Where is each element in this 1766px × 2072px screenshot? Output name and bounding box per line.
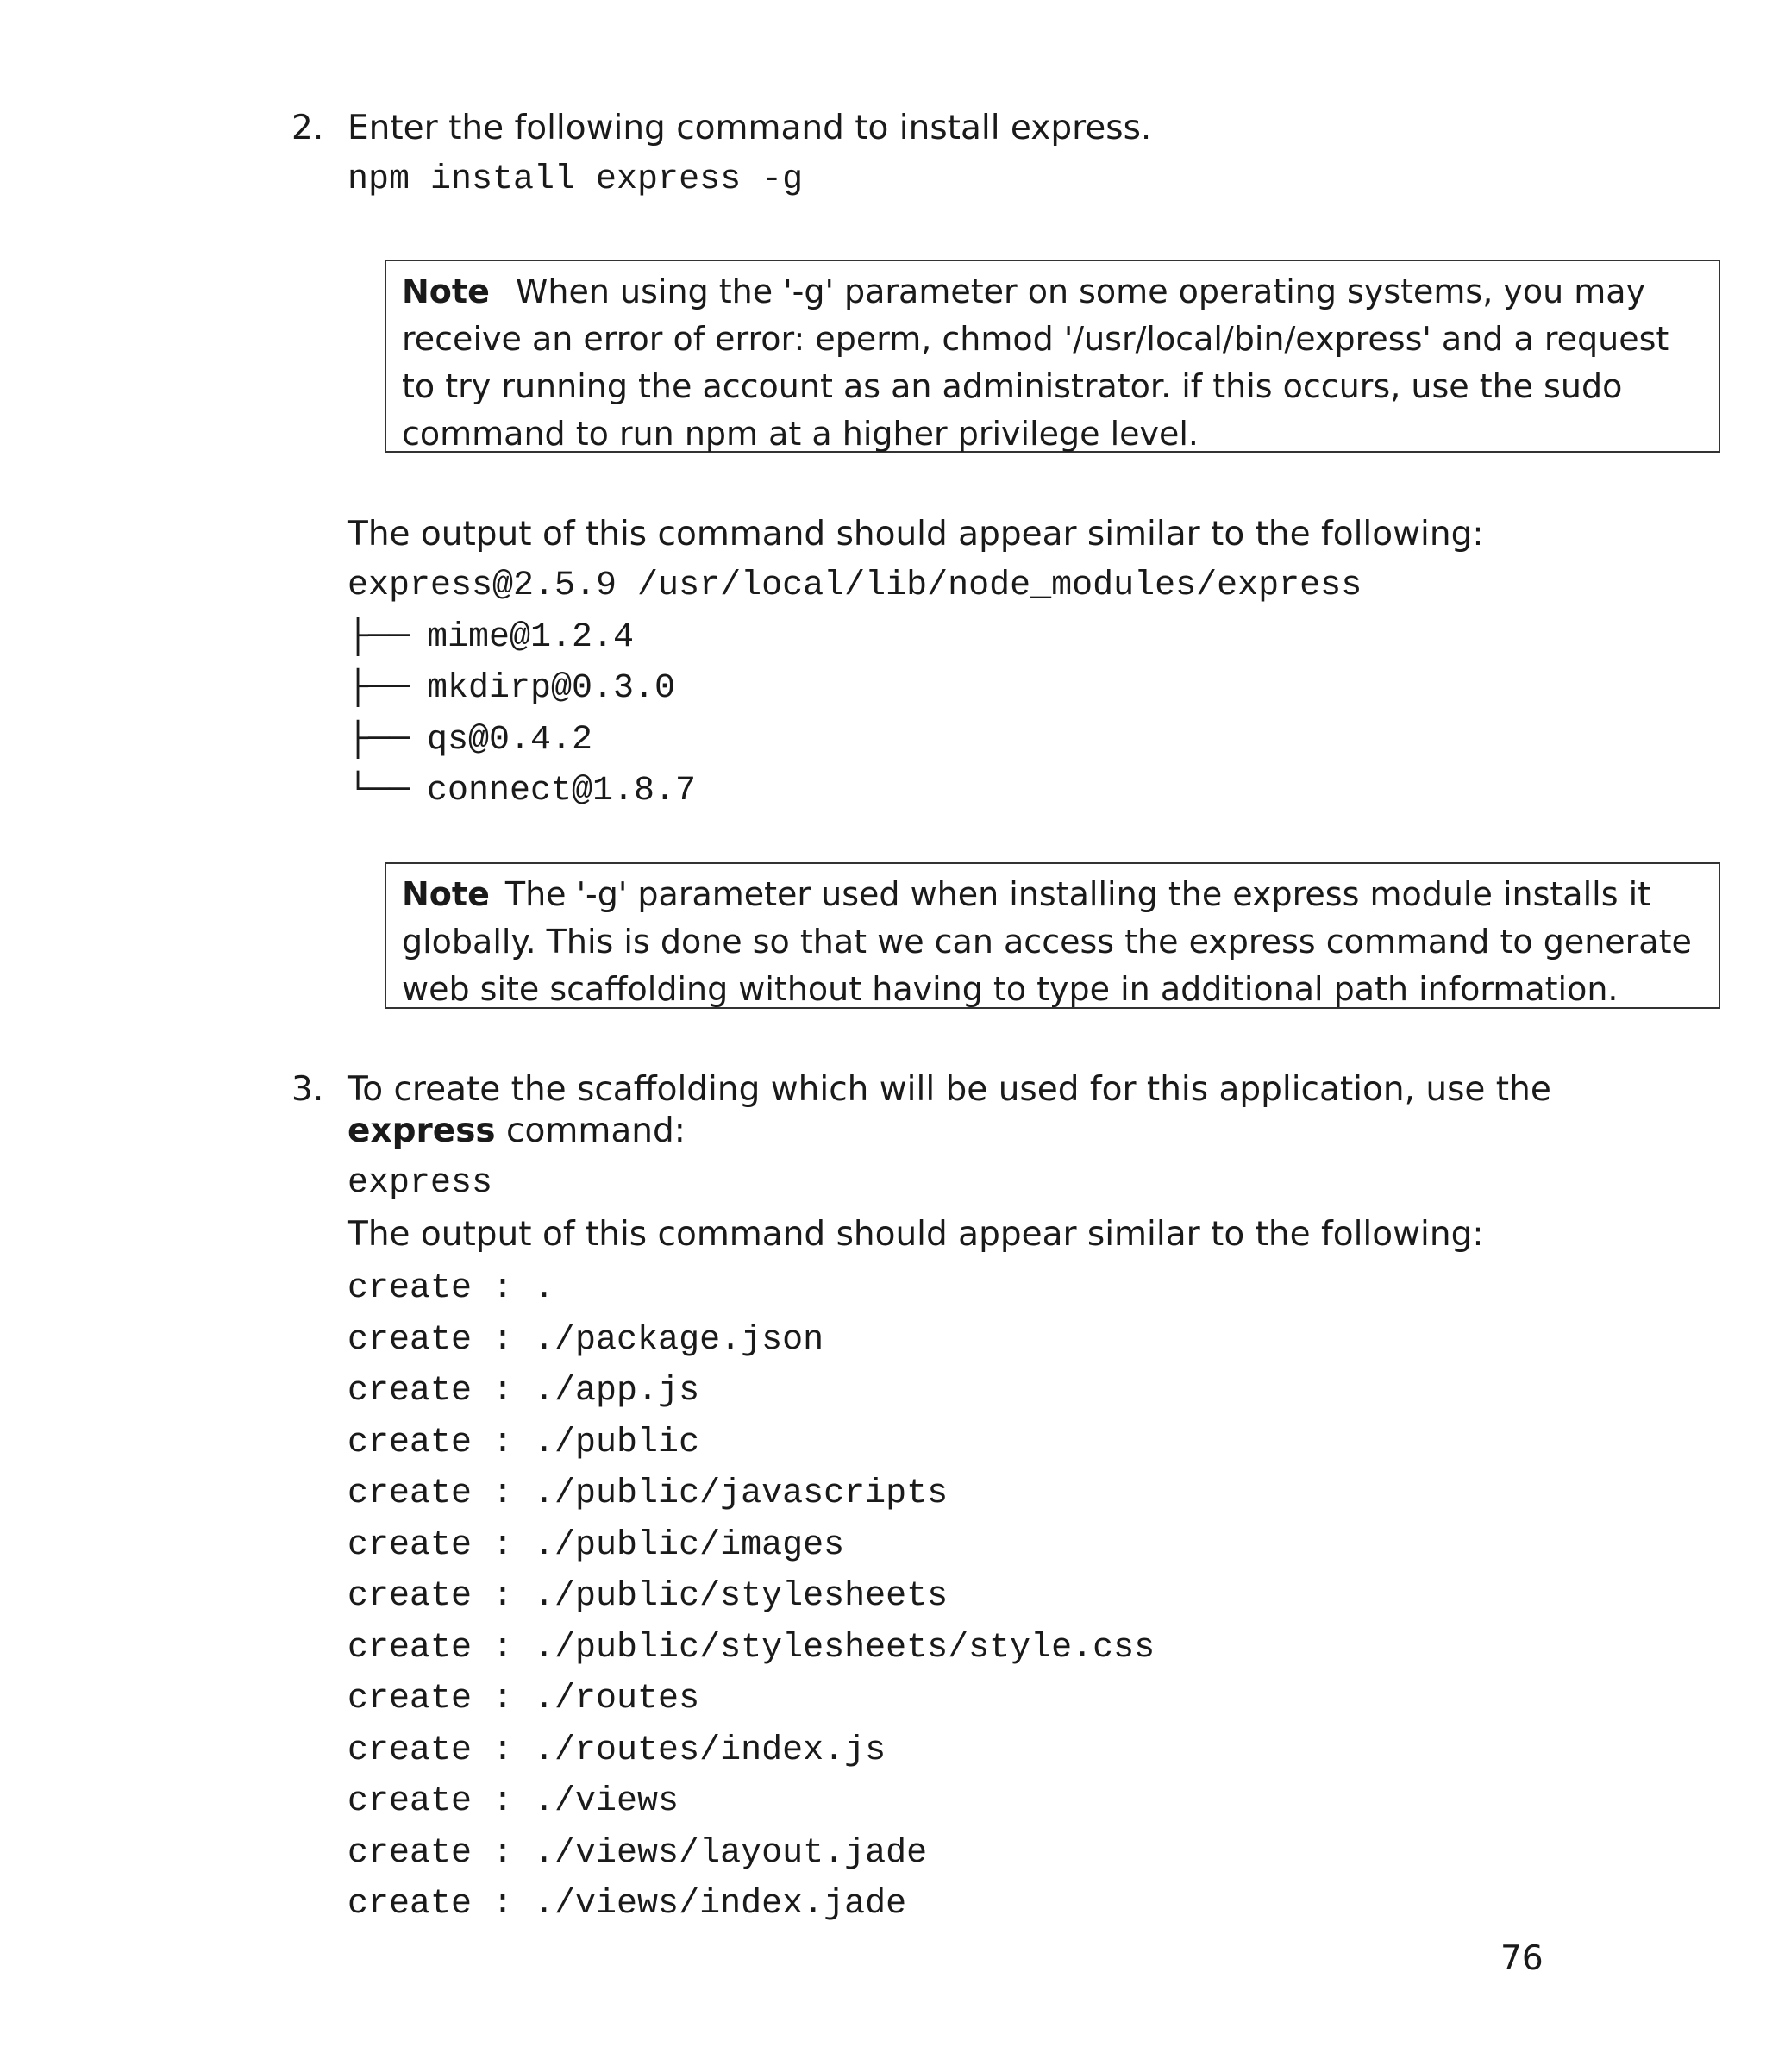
note-box-sudo xyxy=(385,260,1720,453)
create-output-list xyxy=(348,1263,1155,1931)
create-line: create : ./public/stylesheets xyxy=(348,1577,949,1616)
tree-item xyxy=(348,717,592,764)
step-3-text-before: To create the scaffolding which will be used for this application, use the xyxy=(348,1070,1551,1109)
tree-item xyxy=(348,666,675,712)
tree-item-label: qs@0.4.2 xyxy=(427,721,593,760)
create-line: create : ./routes/index.js xyxy=(348,1731,886,1770)
create-line: create : ./views/layout.jade xyxy=(348,1833,928,1873)
step-3-number: 3. xyxy=(291,1070,324,1109)
create-line: create : ./public/javascripts xyxy=(348,1474,949,1513)
note-text: The '-g' parameter used when installing the express module installs it globally. This is done so that we can access the express command to generate web site scaffolding without having to type in additional path information. xyxy=(402,875,1692,1008)
create-line: create : ./package.json xyxy=(348,1320,824,1360)
step-3-text xyxy=(348,1069,1572,1152)
step-2-command: npm install express -g xyxy=(348,160,804,199)
tree-item-label: mkdirp@0.3.0 xyxy=(427,669,676,708)
step-3-output-intro: The output of this command should appear similar to the following: xyxy=(348,1215,1484,1254)
tree-branch-glyph: ├── xyxy=(348,721,410,760)
page-number: 76 xyxy=(1500,1939,1544,1978)
step-3-command: express xyxy=(348,1164,493,1203)
create-line: create : ./public/stylesheets/style.css xyxy=(348,1628,1155,1668)
output-root-line: express@2.5.9 /usr/local/lib/node_modules/express xyxy=(348,567,1362,605)
note-label: Note xyxy=(402,875,490,913)
tree-item-label: connect@1.8.7 xyxy=(427,772,697,811)
tree-item xyxy=(348,615,634,661)
output-intro: The output of this command should appear similar to the following: xyxy=(348,515,1484,554)
create-line: create : ./app.js xyxy=(348,1372,700,1411)
create-line: create : ./views/index.jade xyxy=(348,1885,907,1924)
note-box-global xyxy=(385,862,1720,1009)
step-2-text: Enter the following command to install express. xyxy=(348,109,1152,147)
create-line: create : ./views xyxy=(348,1782,679,1821)
step-3-bold-command: express xyxy=(348,1111,496,1150)
create-line: create : ./public/images xyxy=(348,1525,845,1565)
note-label: Note xyxy=(402,272,490,310)
step-3-text-after: command: xyxy=(495,1111,686,1150)
tree-end-glyph: └── xyxy=(348,772,410,811)
tree-branch-glyph: ├── xyxy=(348,618,410,657)
note-text: When using the '-g' parameter on some operating systems, you may receive an error of error: eperm, chmod '/usr/local/bin/express' and a request to try running the account as an administrator. if this occurs, use the sudo command to run npm at a higher privilege level. xyxy=(402,272,1669,453)
create-line: create : ./public xyxy=(348,1423,700,1462)
create-line: create : ./routes xyxy=(348,1680,700,1718)
step-2-number: 2. xyxy=(291,109,324,147)
create-line: create : . xyxy=(348,1269,555,1308)
tree-item xyxy=(348,768,696,815)
tree-branch-glyph: ├── xyxy=(348,669,410,708)
tree-item-label: mime@1.2.4 xyxy=(427,618,635,657)
